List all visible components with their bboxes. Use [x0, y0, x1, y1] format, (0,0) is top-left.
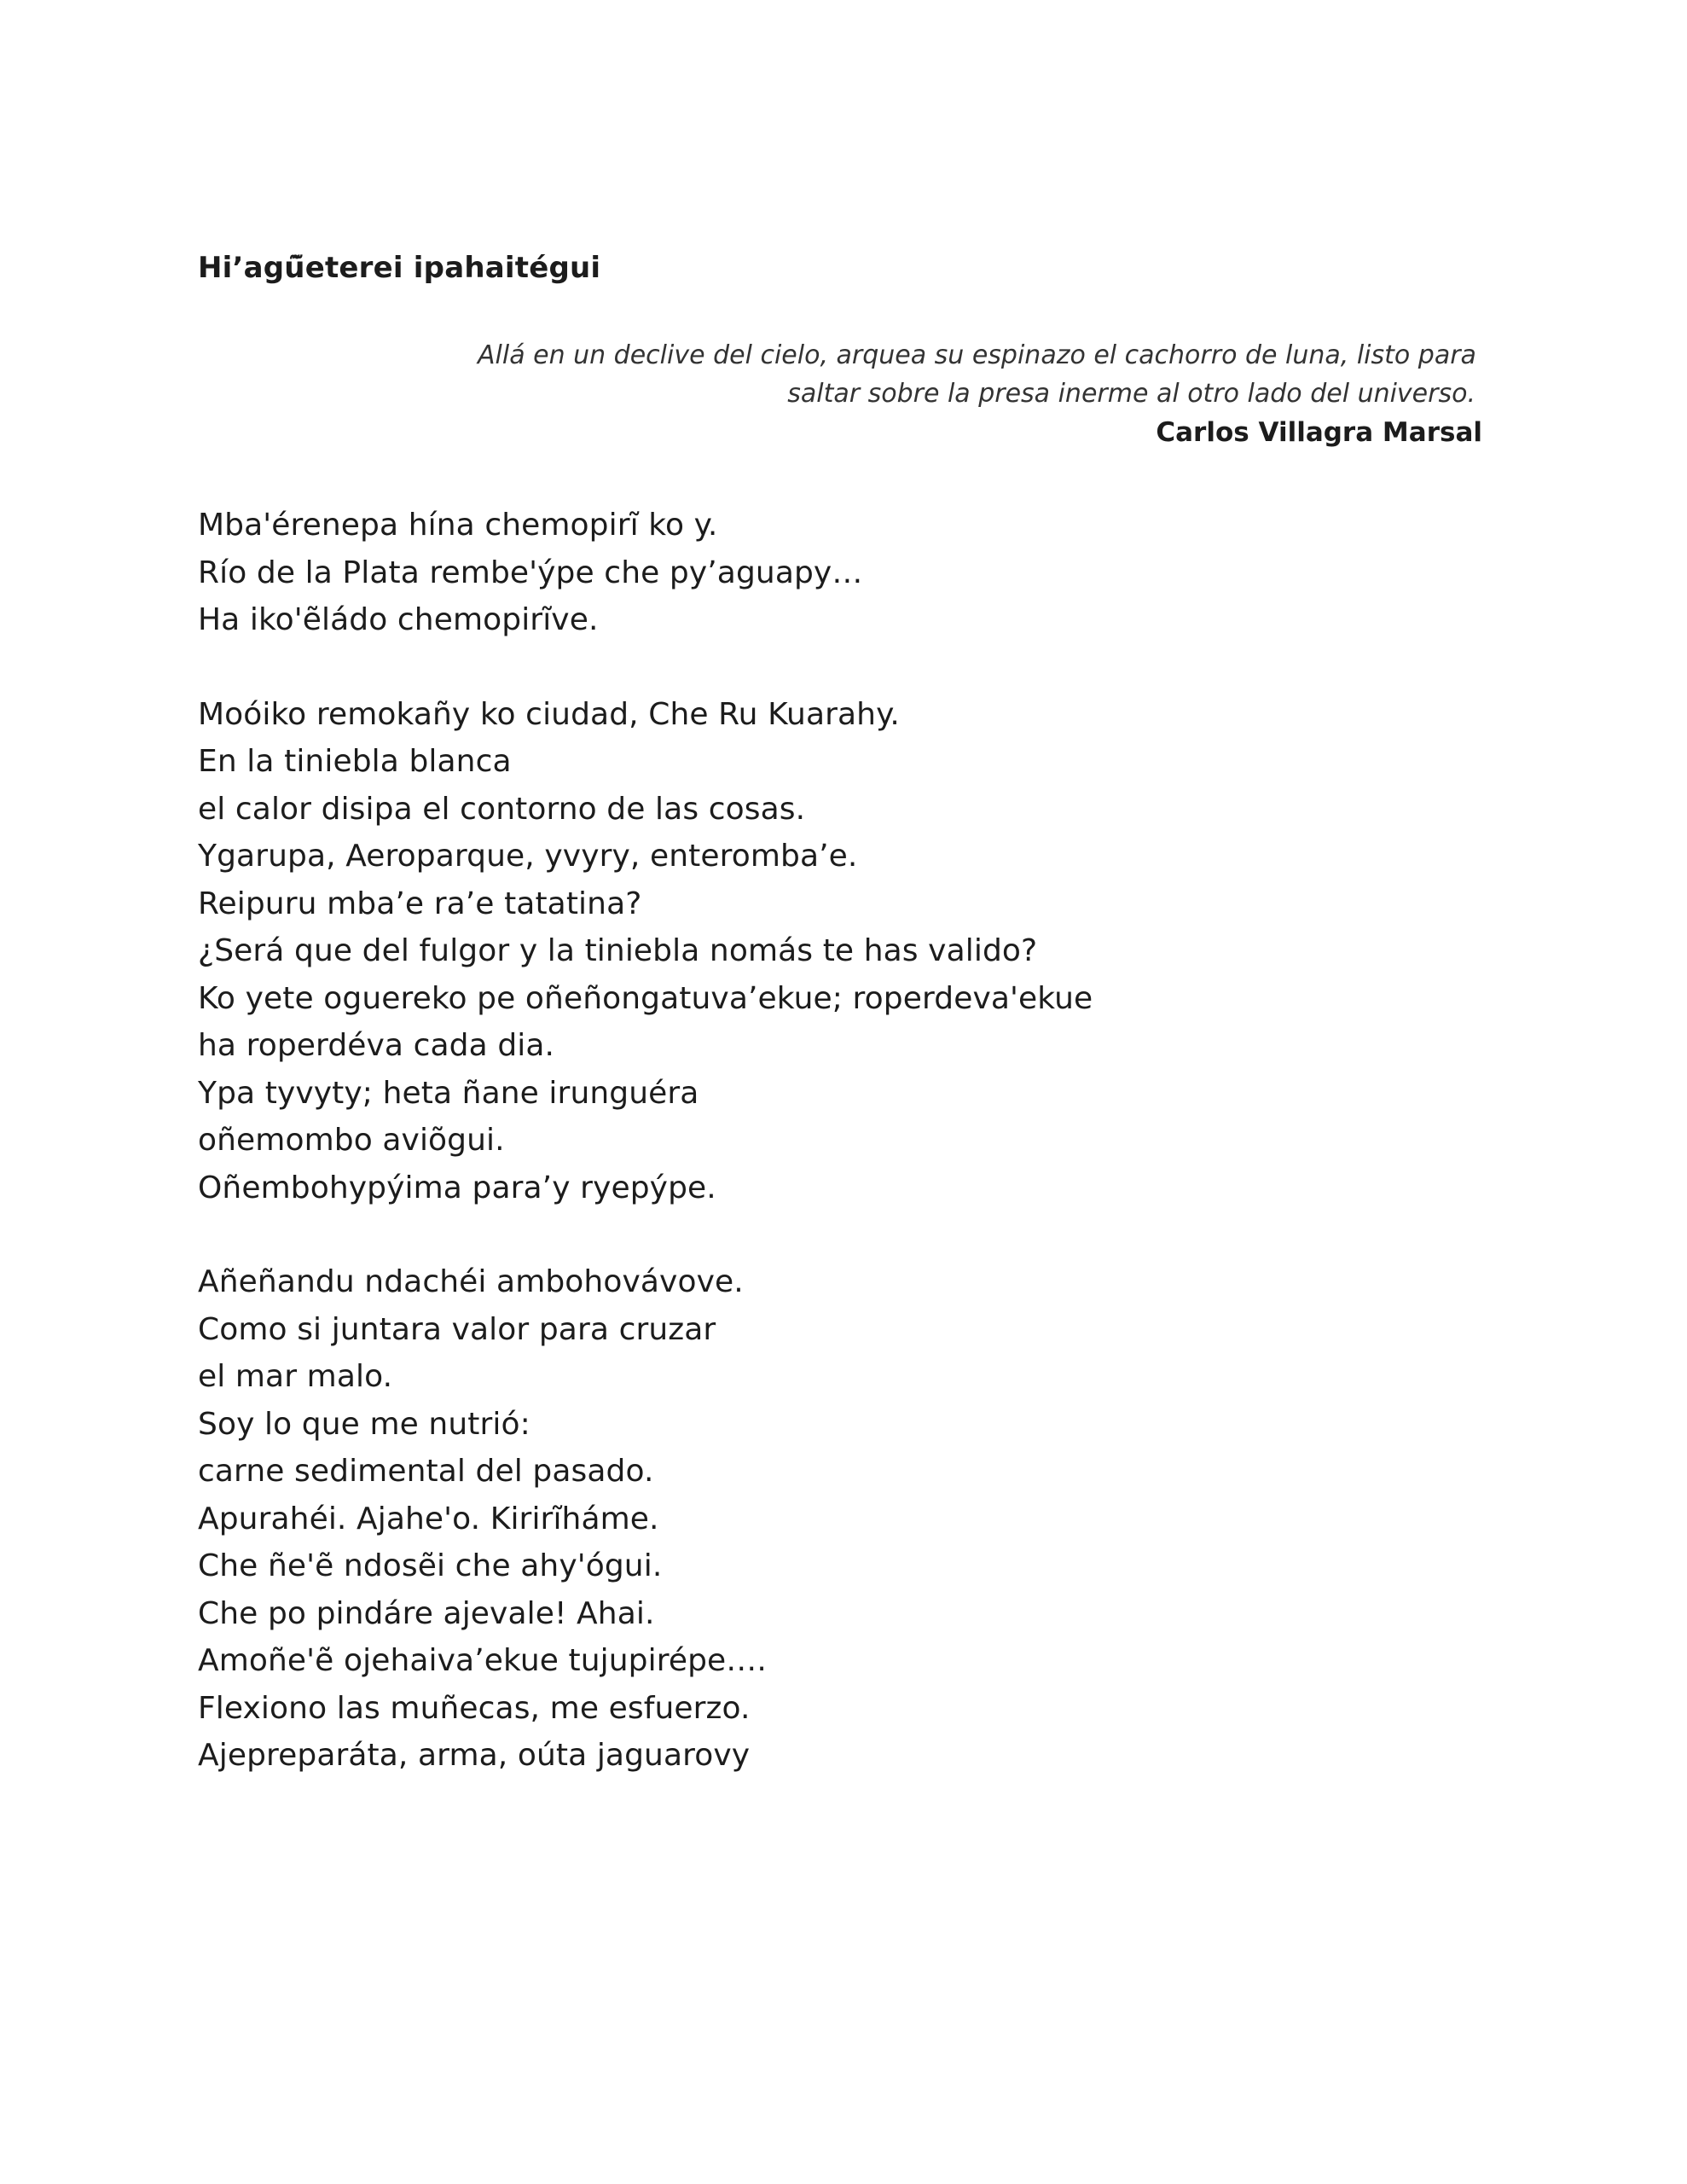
- verse: Amoñe'ẽ ojehaiva’ekue tujupirépe….: [198, 1643, 767, 1678]
- verse: oñemombo aviõgui.: [198, 1123, 505, 1158]
- verse: Ajepreparáta, arma, oúta jaguarovy: [198, 1738, 751, 1773]
- verse: Ypa tyvyty; heta ñane irunguéra: [198, 1075, 699, 1111]
- verse: Che po pindáre ajevale! Ahai.: [198, 1595, 655, 1631]
- poem-title: Hi’agũ̃eterei ipahaitégui: [198, 251, 601, 285]
- stanza-3: [198, 1258, 1392, 1780]
- verse: carne sedimental del pasado.: [198, 1454, 654, 1489]
- verse: Como si juntara valor para cruzar: [198, 1311, 716, 1347]
- verse: Flexiono las muñecas, me esfuerzo.: [198, 1690, 751, 1726]
- verse: Ha iko'ẽládo chemopirĩve.: [198, 602, 599, 637]
- verse: Mba'érenepa hína chemopirĩ ko y.: [198, 508, 718, 543]
- verse: ¿Será que del fulgor y la tiniebla nomás te has valido?: [198, 933, 1038, 968]
- verse: el mar malo.: [198, 1359, 393, 1394]
- verse: En la tiniebla blanca: [198, 744, 512, 779]
- verse: ha roperdéva cada dia.: [198, 1028, 555, 1063]
- verse: Moóiko remokañy ko ciudad, Che Ru Kuarahy.: [198, 696, 900, 732]
- verse: Añeñandu ndachéi ambohovávove.: [198, 1264, 744, 1299]
- verse: Che ñe'ẽ ndosẽi che ahy'ógui.: [198, 1548, 663, 1583]
- epigraph-line: saltar sobre la presa inerme al otro lado del universo.: [787, 379, 1475, 409]
- verse: Ko yete oguereko pe oñeñongatuva’ekue; roperdeva'ekue: [198, 980, 1093, 1016]
- verse: Río de la Plata rembe'ýpe che py’aguapy…: [198, 555, 863, 590]
- stanza-2: [198, 691, 1392, 1212]
- verse: Oñembohypýima para’y ryepýpe.: [198, 1170, 716, 1205]
- epigraph-author: Carlos Villagra Marsal: [1156, 417, 1482, 448]
- verse: Ygarupa, Aeroparque, yvyry, enteromba’e.: [198, 839, 858, 874]
- epigraph: [478, 336, 1482, 452]
- verse: el calor disipa el contorno de las cosas.: [198, 791, 806, 827]
- verse: Soy lo que me nutrió:: [198, 1406, 530, 1442]
- verse: Reipuru mba’e ra’e tatatina?: [198, 886, 642, 921]
- epigraph-line: Allá en un declive del cielo, arquea su espinazo el cachorro de luna, listo para: [478, 340, 1476, 370]
- verse: Apurahéi. Ajahe'o. Kirirĩháme.: [198, 1501, 659, 1536]
- stanza-1: [198, 502, 1392, 644]
- poem-body: [198, 502, 1392, 1827]
